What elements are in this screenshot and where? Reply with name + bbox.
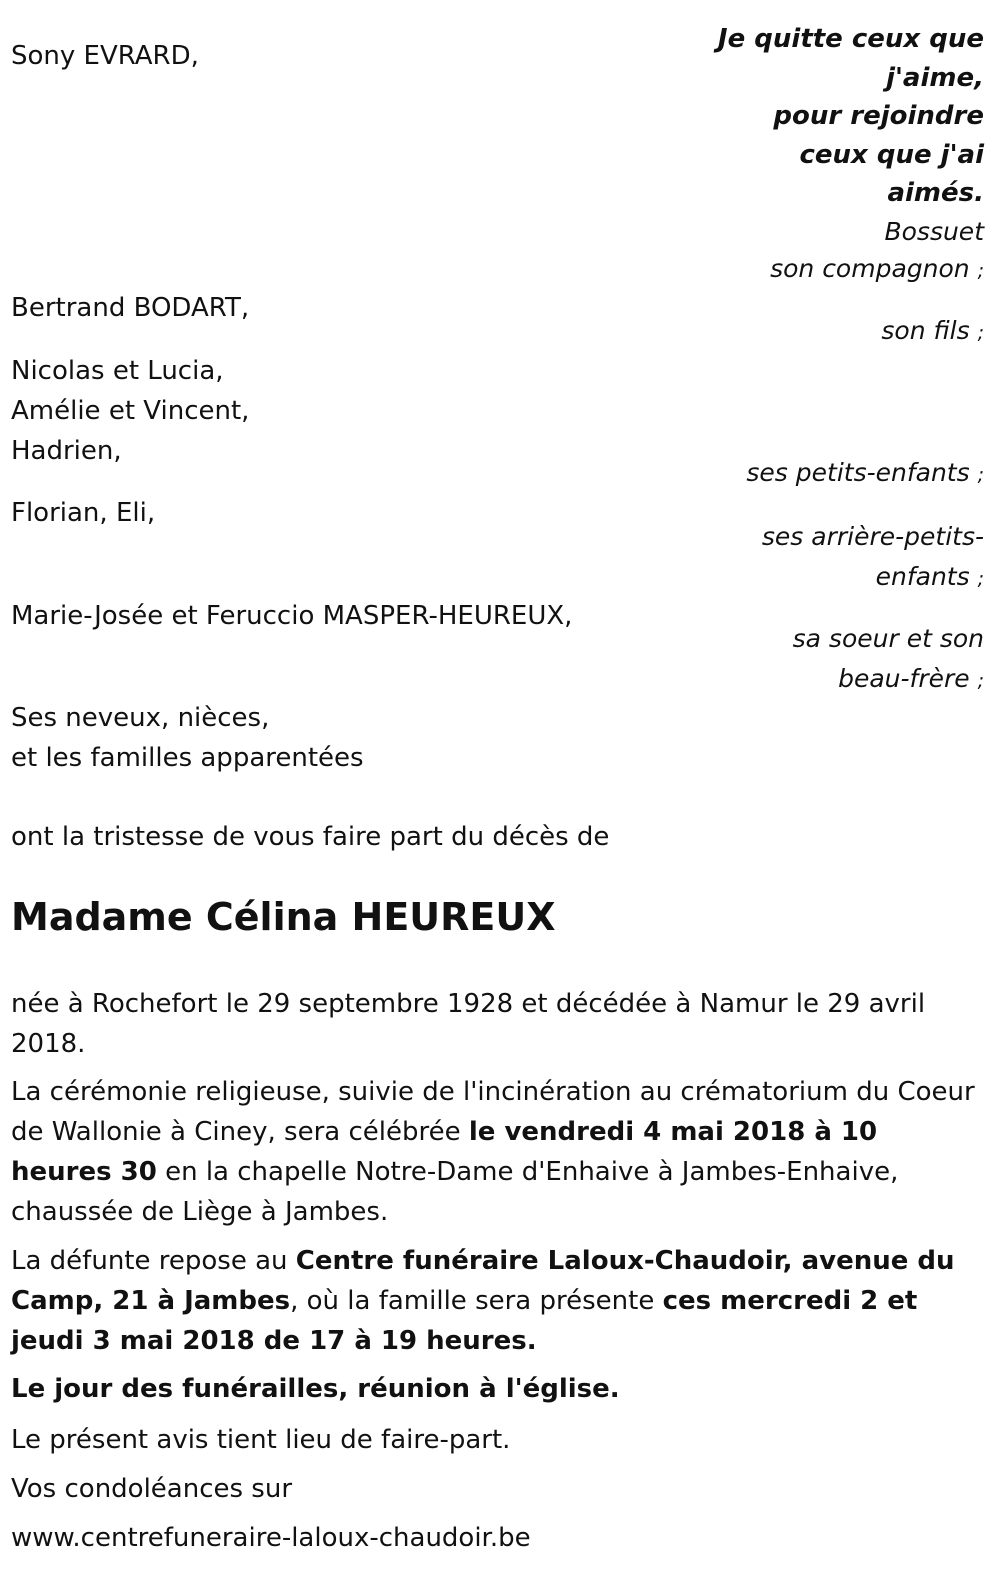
condolences-text: Vos condoléances sur [11, 1474, 293, 1504]
family-name: Ses neveux, nièces, [11, 703, 270, 733]
family-name: Marie-Josée et Feruccio MASPER-HEUREUX, [11, 601, 573, 631]
deceased-name: Madame Célina HEUREUX [11, 895, 556, 939]
epigraph-line: ceux que j'ai [799, 139, 984, 170]
announcement: ont la tristesse de vous faire part du décès de [11, 822, 610, 852]
family-role: ses arrière-petits- enfants ; [761, 522, 984, 591]
family-name: Bertrand BODART, [11, 293, 250, 323]
website-link[interactable]: www.centrefuneraire-laloux-chaudoir.be [11, 1523, 531, 1553]
visitation-paragraph: La défunte repose au Centre funéraire Laloux-Chaudoir, avenue du Camp, 21 à Jambes, où la famille sera présente ces mercredi 2 et jeudi 3 mai 2018 de 17 à 19 heures. [11, 1246, 955, 1356]
notice-text: Le présent avis tient lieu de faire-part. [11, 1425, 511, 1455]
visitation-dates: ces mercredi 2 et jeudi 3 mai 2018 de 17 à 19 heures. [11, 1286, 918, 1356]
funeral-day-note: Le jour des funérailles, réunion à l'église. [11, 1374, 620, 1404]
ceremony-date: le vendredi 4 mai 2018 à 10 heures 30 [11, 1117, 878, 1187]
family-names-group [11, 698, 364, 778]
family-name: Amélie et Vincent, [11, 396, 250, 426]
family-role: ses petits-enfants ; [746, 458, 984, 487]
birth-death-paragraph: née à Rochefort le 29 septembre 1928 et décédée à Namur le 29 avril 2018. [11, 989, 926, 1059]
family-name: Hadrien, [11, 436, 122, 466]
visitation-place: Centre funéraire Laloux-Chaudoir, avenue du Camp, 21 à Jambes [11, 1246, 955, 1316]
family-role: sa soeur et son beau-frère ; [792, 624, 984, 693]
family-name: Nicolas et Lucia, [11, 356, 224, 386]
family-name: Florian, Eli, [11, 498, 156, 528]
epigraph-author: Bossuet [884, 216, 984, 246]
epigraph-line: j'aime, [886, 62, 984, 93]
family-name: et les familles apparentées [11, 743, 364, 773]
family-names-group [11, 351, 249, 471]
epigraph [718, 20, 984, 251]
family-name: Sony EVRARD, [11, 41, 199, 71]
epigraph-line: Je quitte ceux que [717, 24, 984, 54]
family-role: son fils ; [881, 316, 984, 345]
epigraph-line: pour rejoindre [773, 101, 984, 131]
ceremony-paragraph: La cérémonie religieuse, suivie de l'incinération au crématorium du Coeur de Wallonie à Ciney, sera célébrée le vendredi 4 mai 2018 à 10 heures 30 en la chapelle Notre-Dame d'Enhaive à Jambes-Enhaive, chaussée de Liège à Jambes. [11, 1077, 975, 1227]
family-role: son compagnon ; [770, 254, 984, 283]
epigraph-line: aimés. [887, 178, 984, 208]
